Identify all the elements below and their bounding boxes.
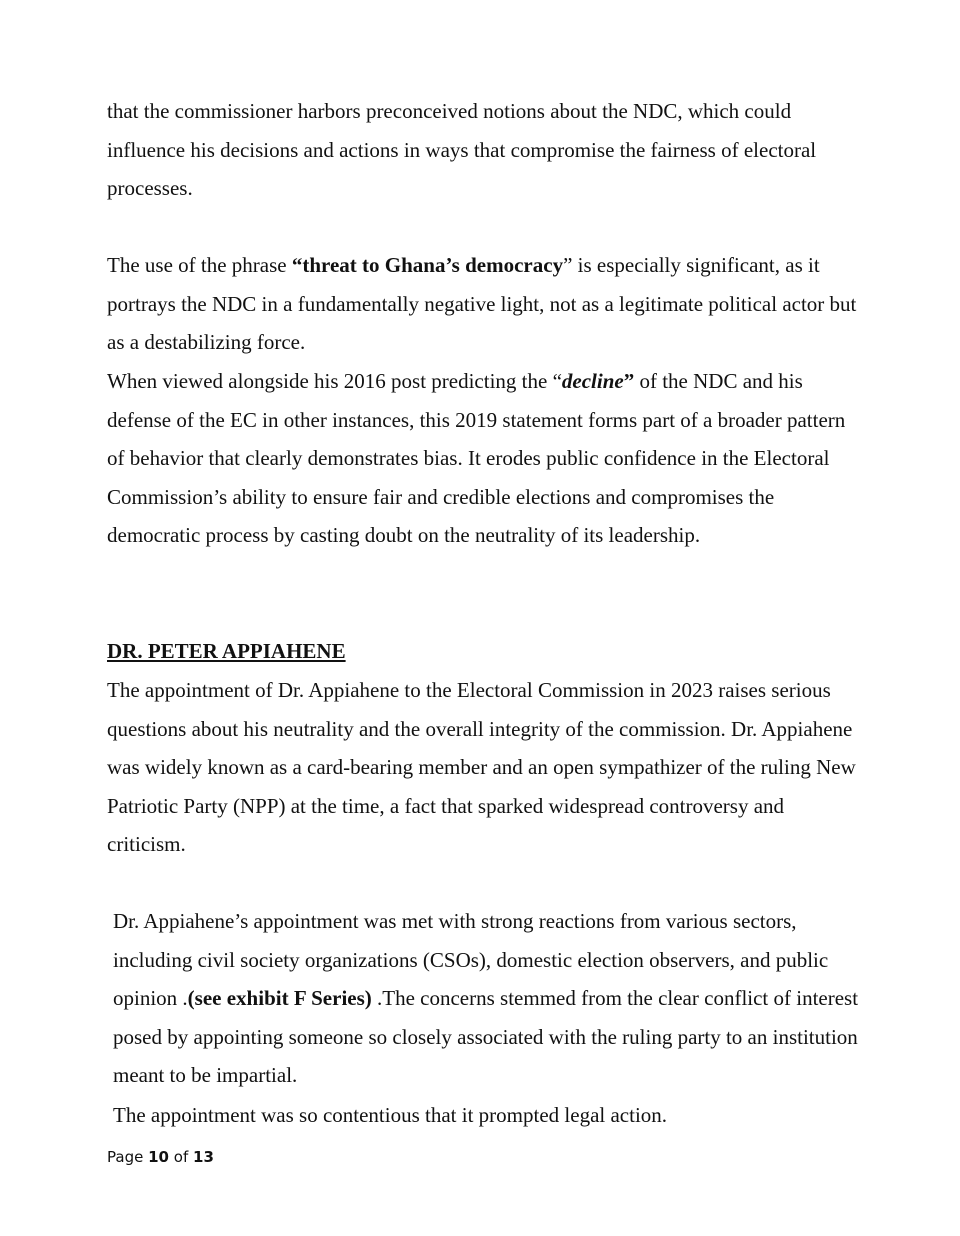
- paragraph-reactions: [107, 902, 873, 1095]
- section-heading: DR. PETER APPIAHENE: [107, 639, 346, 663]
- word-decline: decline: [561, 369, 624, 393]
- page-number-footer: [107, 1148, 214, 1166]
- page-label: Page: [107, 1148, 144, 1166]
- paragraph-threat-post: ” is especially significant, as it portrays the NDC in a fundamentally negative light, not as a legitimate political actor but as a destabilizing force.: [107, 253, 857, 355]
- paragraph-reactions-pre: Dr. Appiahene’s appointment was met with strong reactions from various sectors, including civil society organizations (CSOs), domestic election observers, and public opinion .: [113, 909, 829, 1011]
- phrase-threat-to-democracy: “threat to Ghana’s democracy: [291, 253, 564, 277]
- paragraph-reactions-post: .The concerns stemmed from the clear conflict of interest posed by appointing someone so closely associated with the ruling party to an institution meant to be impartial.: [113, 986, 859, 1088]
- paragraph-commissioner-notions: that the commissioner harbors preconceived notions about the NDC, which could influence his decisions and actions in ways that compromise the fairness of electoral processes.: [107, 99, 817, 201]
- paragraph-bias-pre: When viewed alongside his 2016 post predicting the “: [107, 369, 562, 393]
- paragraph-legal-action: The appointment was so contentious that it prompted legal action.: [113, 1103, 668, 1127]
- paragraph-threat-pre: The use of the phrase: [107, 253, 292, 277]
- paragraph-bias-post: of the NDC and his defense of the EC in other instances, this 2019 statement forms part of a broader pattern of behavior that clearly demonstrates bias. It erodes public confidence in the Electoral Commission’s ability to ensure fair and credible elections and compromises the democratic process by casting doubt on the neutrality of its leadership.: [107, 369, 846, 548]
- closing-quote: ”: [623, 369, 635, 393]
- exhibit-reference: (see exhibit F Series): [187, 986, 372, 1011]
- paragraph-threat-phrase: [107, 246, 867, 362]
- of-label: of: [173, 1148, 189, 1166]
- paragraph-pattern-of-bias: [107, 362, 867, 555]
- total-pages-number: 13: [193, 1148, 214, 1166]
- paragraph-appointment: The appointment of Dr. Appiahene to the Electoral Commission in 2023 raises serious questions about his neutrality and the overall integrity of the commission. Dr. Appiahene was widely known as a card-bearing member and an open sympathizer of the ruling New Patriotic Party (NPP) at the time, a fact that sparked widespread controversy and criticism.: [107, 678, 856, 857]
- current-page-number: 10: [148, 1148, 169, 1166]
